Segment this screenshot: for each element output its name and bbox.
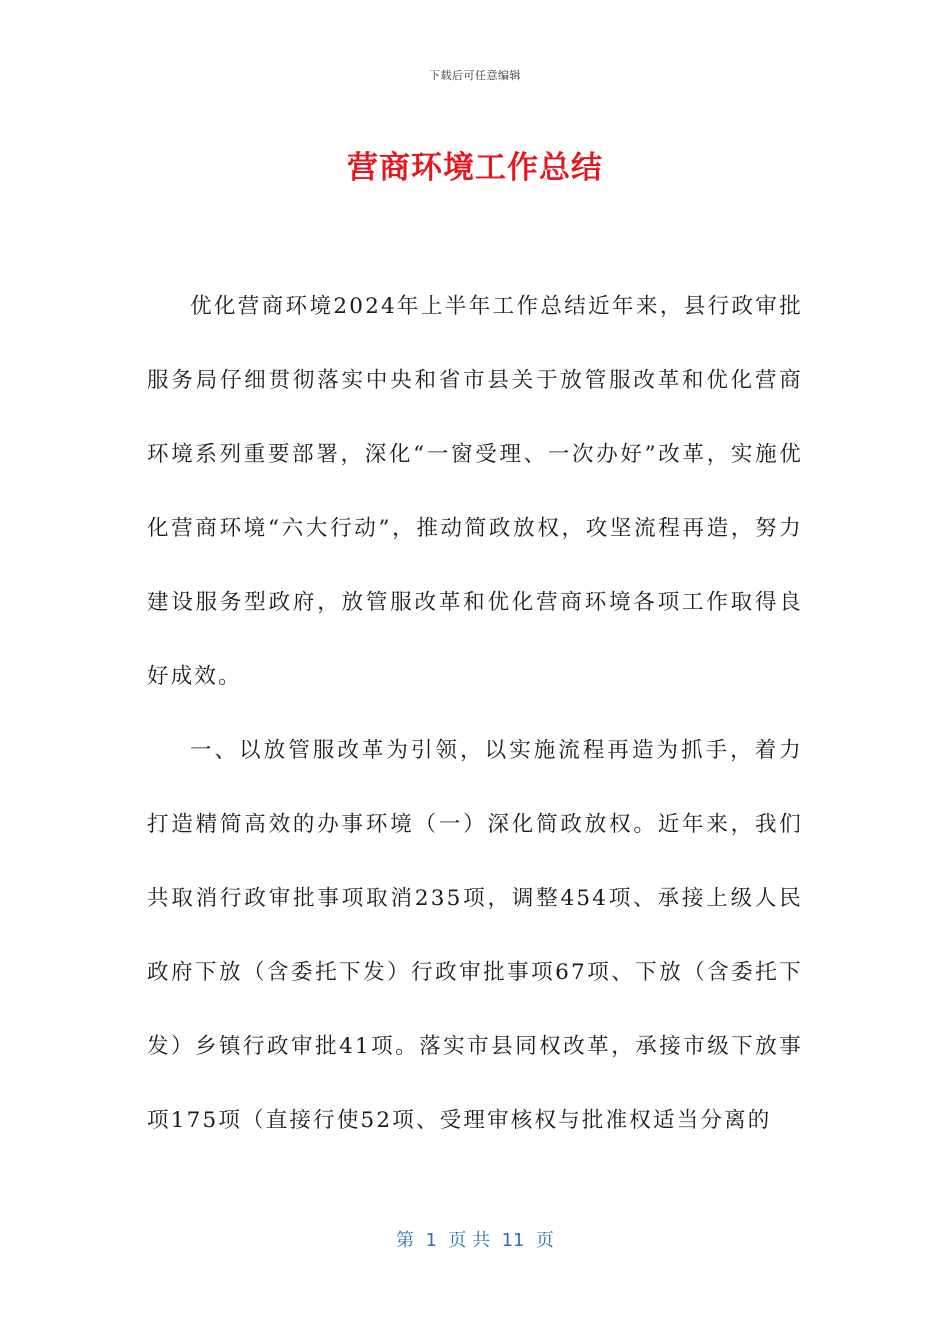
footer-middle: 页 共 [436,1230,502,1251]
footer-total-pages: 11 [501,1230,525,1251]
footer-suffix: 页 [524,1230,554,1251]
document-body [147,270,803,1158]
page-footer [0,1226,950,1252]
document-title: 营商环境工作总结 [347,150,603,186]
header-note: 下载后可任意编辑 [429,69,521,82]
paragraph-section-one: 一、以放管服改革为引领，以实施流程再造为抓手，着力打造精简高效的办事环境（一）深化简政放权。近年来，我们共取消行政审批事项取消235项，调整454项、承接上级人民政府下放（含委托下发）行政审批事项67项、下放（含委托下发）乡镇行政审批41项。落实市县同权改革，承接市级下放事项175项（直接行使52项、受理审核权与批准权适当分离的 [147,738,803,1133]
footer-prefix: 第 [396,1230,426,1251]
paragraph-intro: 优化营商环境2024年上半年工作总结近年来，县行政审批服务局仔细贯彻落实中央和省市县关于放管服改革和优化营商环境系列重要部署，深化“一窗受理、一次办好”改革，实施优化营商环境“六大行动”，推动简政放权，攻坚流程再造，努力建设服务型政府，放管服改革和优化营商环境各项工作取得良好成效。 [147,294,803,689]
footer-current-page: 1 [425,1230,437,1251]
